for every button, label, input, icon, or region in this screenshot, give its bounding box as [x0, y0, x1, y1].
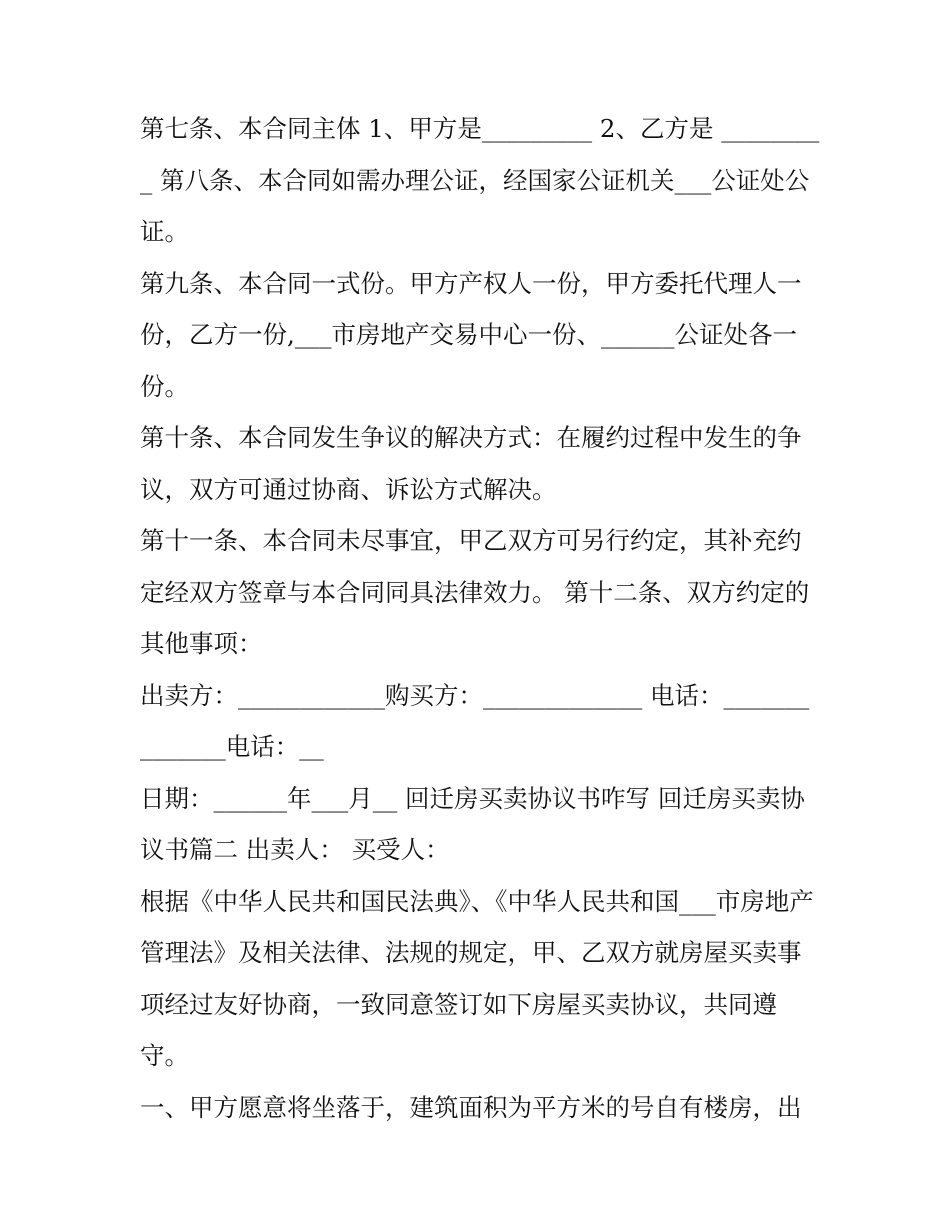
paragraph-article-10: 第十条、本合同发生争议的解决方式：在履约过程中发生的争议，双方可通过协商、诉讼方式解决。 [140, 423, 802, 504]
paragraph-legal-basis: 根据《中华人民共和国民法典》、《中华人民共和国___市房地产管理法》及相关法律、法规的规定，甲、乙双方就房屋买卖事项经过友好协商，一致同意签订如下房屋买卖协议，共同遵守。 [140, 886, 814, 1070]
paragraph-article-11-12: 第十一条、本合同未尽事宜，甲乙双方可另行约定，其补充约定经双方签章与本合同同具法律效力。 第十二条、双方约定的其他事项： [140, 526, 810, 658]
document-body [140, 103, 820, 1133]
paragraph-article-9: 第九条、本合同一式份。甲方产权人一份，甲方委托代理人一份，乙方一份,___市房地产交易中心一份、______公证处各一份。 [140, 268, 802, 401]
paragraph-clause-1: 一、甲方愿意将坐落于，建筑面积为平方米的号自有楼房，出 [140, 1092, 802, 1122]
paragraph-signature-parties: 出卖方：____________购买方：_____________ 电话：______________电话：__ [140, 680, 810, 761]
paragraph-date-and-title: 日期：______年___月__ 回迁房买卖协议书咋写 回迁房买卖协议书篇二 出卖人： 买受人： [140, 783, 805, 864]
paragraph-article-7-8: 第七条、本合同主体 1、甲方是_________ 2、乙方是 _________ 第八条、本合同如需办理公证，经国家公证机关___公证处公证。 [140, 114, 820, 246]
